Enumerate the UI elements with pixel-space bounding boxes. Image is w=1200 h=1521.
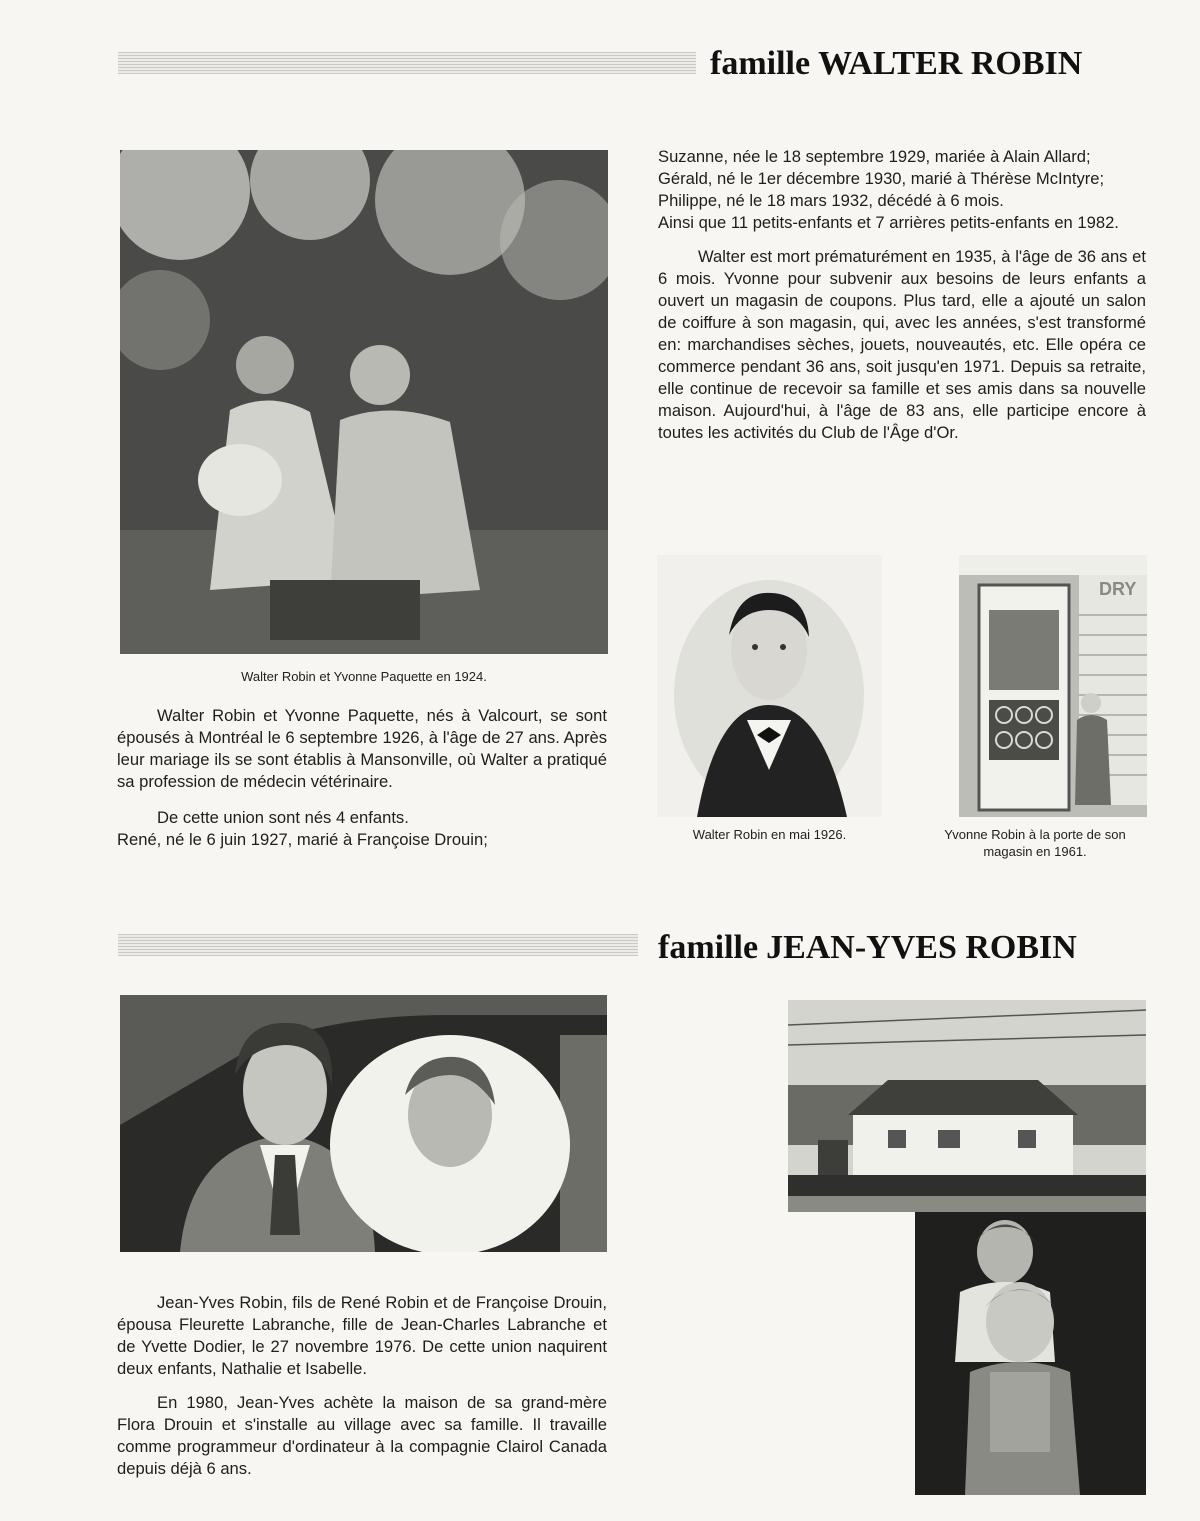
child-suzanne: Suzanne, née le 18 septembre 1929, mariée à Alain Allard;	[658, 147, 1091, 166]
store-sign-text: DRY	[1099, 579, 1137, 599]
heading-walter-robin	[710, 44, 1082, 84]
photo-yvonne-store-1961	[959, 555, 1147, 817]
jeanyves-text	[117, 1292, 607, 1490]
children-block	[117, 807, 607, 851]
photo-house	[788, 1000, 1146, 1212]
photo-walter-portrait-1926	[657, 555, 882, 817]
intro-paragraph: Walter Robin et Yvonne Paquette, nés à Valcourt, se sont épousés à Montréal le 6 septembre 1926, à l'âge de 27 ans. Après leur mariage ils se sont établis à Mansonville, où Walter a pratiqué sa profession de médecin vétérinaire.	[117, 706, 607, 791]
caption-yvonne-store: Yvonne Robin à la porte de son magasin en 1961.	[944, 827, 1126, 859]
walter-left-column	[117, 705, 607, 861]
heading-family-name-2: JEAN-YVES ROBIN	[766, 929, 1077, 966]
child-gerald: Gérald, né le 1er décembre 1930, marié à Thérèse McIntyre;	[658, 169, 1105, 188]
header-band-walter	[118, 52, 696, 74]
jeanyves-paragraph-1: Jean-Yves Robin, fils de René Robin et de Françoise Drouin, épousa Fleurette Labranche, fille de Jean-Charles Labranche et de Yvette Dodier, le 27 novembre 1976. De cette union naquirent deux enfants, Nathalie et Isabelle.	[117, 1293, 607, 1378]
photo-walter-yvonne-1924	[120, 150, 608, 654]
jeanyves-paragraph-2: En 1980, Jean-Yves achète la maison de sa grand-mère Flora Drouin et s'installe au village avec sa famille. Il travaille comme programmeur d'ordinateur à la compagnie Clairol Canada depuis déjà 6 ans.	[117, 1393, 607, 1478]
heading-lead: famille	[710, 45, 811, 82]
heading-lead-2: famille	[658, 929, 759, 966]
heading-family-name: WALTER ROBIN	[818, 45, 1083, 82]
story-paragraph: Walter est mort prématurément en 1935, à l'âge de 36 ans et 6 mois. Yvonne pour subvenir aux besoins de leurs enfants a ouvert un magasin de coupons. Plus tard, elle a ajouté un salon de coiffure à son magasin, qui, avec les années, s'est transformé en: marchandises sèches, jouets, nouveautés, etc. Elle opéra ce commerce pendant 36 ans, soit jusqu'en 1971. Depuis sa retraite, elle continue de recevoir sa famille et ses amis dans sa nouvelle maison. Aujourd'hui, à l'âge de 83 ans, elle participe encore à toutes les activités du Club de l'Âge d'Or.	[658, 247, 1146, 442]
grandchildren-note: Ainsi que 11 petits-enfants et 7 arrières petits-enfants en 1982.	[658, 213, 1119, 232]
photo-children	[915, 1212, 1146, 1495]
children-continued	[658, 146, 1146, 234]
walter-right-column	[658, 146, 1146, 454]
caption-walter-yvonne: Walter Robin et Yvonne Paquette en 1924.	[241, 669, 487, 684]
heading-jean-yves-robin	[658, 928, 1077, 968]
caption-walter-portrait: Walter Robin en mai 1926.	[692, 827, 847, 842]
header-band-jeanyves	[118, 934, 638, 956]
children-intro: De cette union sont nés 4 enfants.	[157, 808, 409, 827]
photo-wedding-couple	[120, 995, 607, 1252]
child-rene: René, né le 6 juin 1927, marié à Françoise Drouin;	[117, 830, 488, 849]
child-philippe: Philippe, né le 18 mars 1932, décédé à 6 mois.	[658, 191, 1004, 210]
